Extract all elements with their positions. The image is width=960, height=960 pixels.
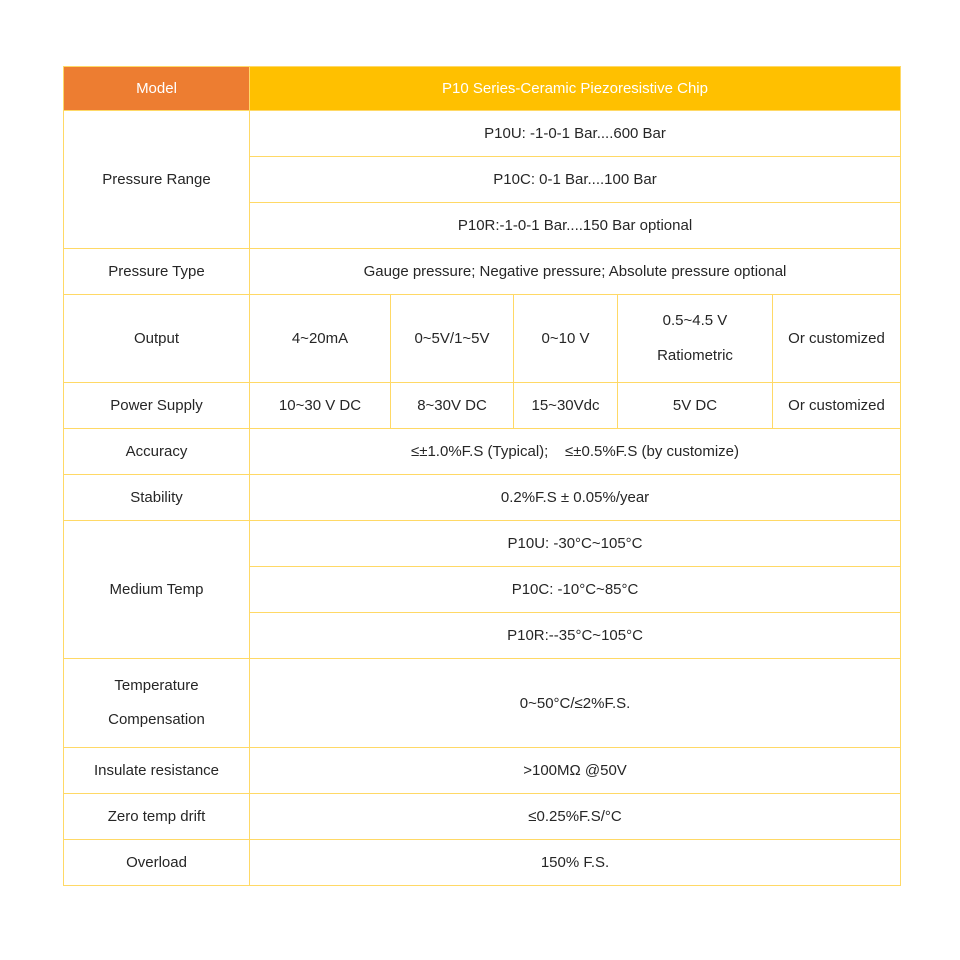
power-supply-label: Power Supply (64, 383, 250, 429)
power-supply-col1: 10~30 V DC (250, 383, 391, 429)
overload-value: 150% F.S. (250, 840, 901, 886)
insulate-resistance-value: >100MΩ @50V (250, 748, 901, 794)
temp-compensation-label-line2: Compensation (108, 711, 205, 728)
zero-temp-drift-value: ≤0.25%F.S/°C (250, 794, 901, 840)
stability-label: Stability (64, 475, 250, 521)
model-header-label: Model (64, 67, 250, 111)
pressure-type-label: Pressure Type (64, 249, 250, 295)
pressure-range-row-1 (64, 111, 901, 157)
temp-compensation-value: 0~50°C/≤2%F.S. (250, 659, 901, 748)
accuracy-label: Accuracy (64, 429, 250, 475)
accuracy-row (64, 429, 901, 475)
temp-compensation-row (64, 659, 901, 748)
pressure-type-value: Gauge pressure; Negative pressure; Absolute pressure optional (250, 249, 901, 295)
accuracy-value: ≤±1.0%F.S (Typical); ≤±0.5%F.S (by customize) (250, 429, 901, 475)
overload-row (64, 840, 901, 886)
output-ratiometric-range: 0.5~4.5 V (662, 312, 728, 329)
power-supply-col2: 8~30V DC (391, 383, 514, 429)
insulate-resistance-row (64, 748, 901, 794)
pressure-range-option-p10c: P10C: 0-1 Bar....100 Bar (250, 157, 901, 203)
series-header-value: P10 Series-Ceramic Piezoresistive Chip (250, 67, 901, 111)
temp-compensation-label (64, 659, 250, 748)
output-voltage-5v: 0~5V/1~5V (391, 295, 514, 383)
output-customized: Or customized (773, 295, 901, 383)
output-ratiometric (618, 295, 773, 383)
spec-table (63, 66, 901, 886)
power-supply-customized: Or customized (773, 383, 901, 429)
output-voltage-10v: 0~10 V (514, 295, 618, 383)
medium-temp-row-1 (64, 521, 901, 567)
medium-temp-option-p10c: P10C: -10°C~85°C (250, 567, 901, 613)
power-supply-col3: 15~30Vdc (514, 383, 618, 429)
output-ratiometric-type: Ratiometric (657, 346, 733, 364)
power-supply-row (64, 383, 901, 429)
insulate-resistance-label: Insulate resistance (64, 748, 250, 794)
medium-temp-label: Medium Temp (64, 521, 250, 659)
pressure-range-label: Pressure Range (64, 111, 250, 249)
output-label: Output (64, 295, 250, 383)
pressure-range-option-p10r: P10R:-1-0-1 Bar....150 Bar optional (250, 203, 901, 249)
stability-value: 0.2%F.S ± 0.05%/year (250, 475, 901, 521)
output-row (64, 295, 901, 383)
overload-label: Overload (64, 840, 250, 886)
pressure-type-row (64, 249, 901, 295)
medium-temp-option-p10r: P10R:--35°C~105°C (250, 613, 901, 659)
temp-compensation-label-line1: Temperature (114, 676, 199, 694)
medium-temp-option-p10u: P10U: -30°C~105°C (250, 521, 901, 567)
stability-row (64, 475, 901, 521)
output-current: 4~20mA (250, 295, 391, 383)
zero-temp-drift-row (64, 794, 901, 840)
header-row (64, 67, 901, 111)
power-supply-col4: 5V DC (618, 383, 773, 429)
zero-temp-drift-label: Zero temp drift (64, 794, 250, 840)
pressure-range-option-p10u: P10U: -1-0-1 Bar....600 Bar (250, 111, 901, 157)
